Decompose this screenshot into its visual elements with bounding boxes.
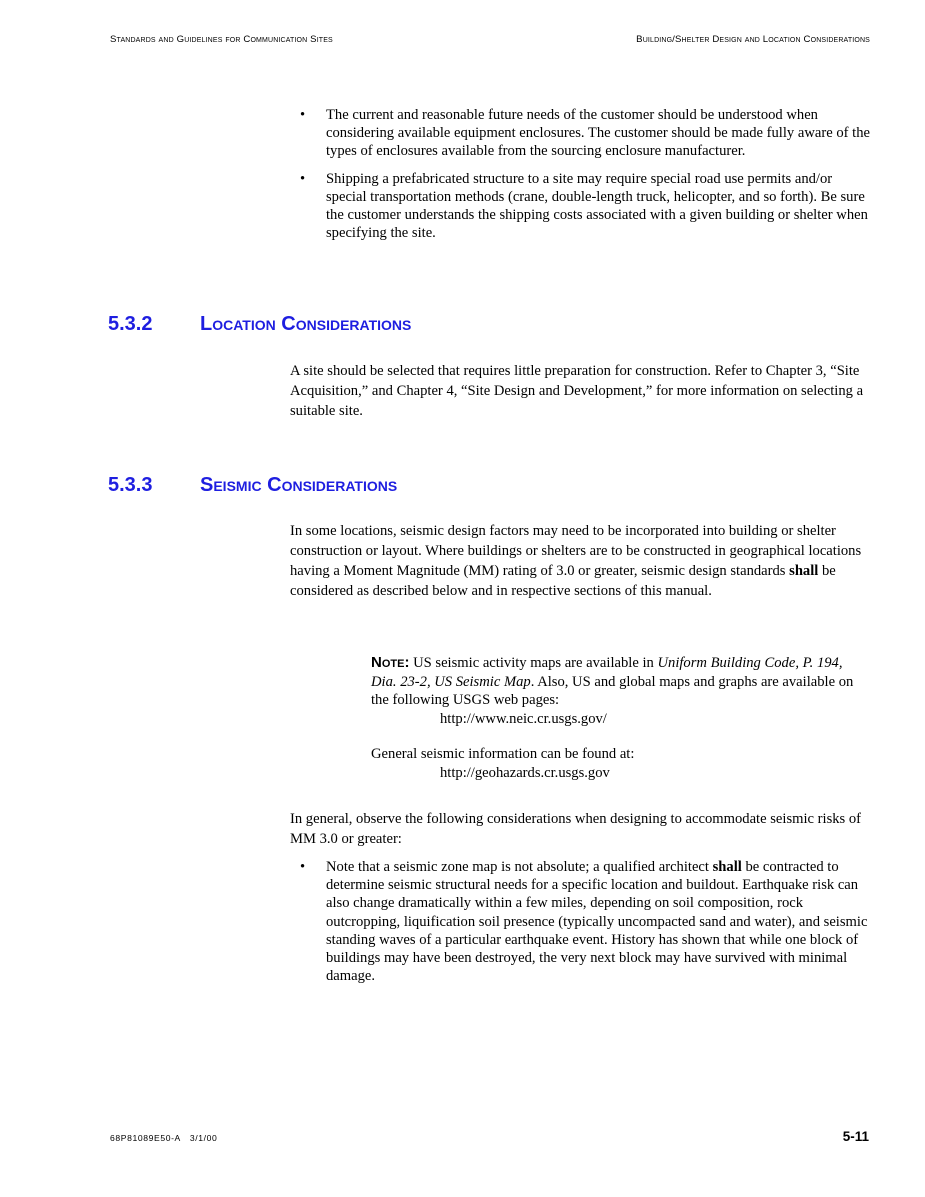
list-item-text: Shipping a prefabricated structure to a site may require special road use permits and/or special transportation methods (crane, double-length truck, helicopter, and so forth). Be sure the customer understands the shipping costs associated with a given building or shelter when specifying the site. bbox=[326, 170, 868, 242]
bullet-icon: • bbox=[300, 859, 306, 875]
section-title: Location Considerations bbox=[200, 313, 412, 335]
section-533-body: In some locations, seismic design factors may need to be incorporated into building or shelter construction or layout. Where buildings or shelters are to be constructed in geographical locations having a Moment Magnitude (MM) rating of 3.0 or greater, seismic design standards shall be considered as described below and in respective sections of this manual. bbox=[290, 523, 862, 599]
section-number: 5.3.3 bbox=[108, 474, 153, 496]
page-number: 5-11 bbox=[842, 1129, 869, 1144]
section-number: 5.3.2 bbox=[108, 313, 153, 335]
section-532-body: A site should be selected that requires little preparation for construction. Refer to Chapter 3, “Site Acquisition,” and Chapter 4, “Site Design and Development,” for more information on selecting a suitable site. bbox=[290, 363, 864, 419]
doc-date: 3/1/00 bbox=[189, 1133, 218, 1143]
list-item bbox=[296, 858, 876, 985]
note-general-text: General seismic information can be found at: bbox=[371, 746, 635, 762]
seismic-bullet-list bbox=[296, 858, 876, 994]
running-header-right: Building/Shelter Design and Location Considerations bbox=[636, 34, 870, 45]
bullet-icon: • bbox=[300, 170, 306, 187]
list-item-text: Note that a seismic zone map is not absolute; a qualified architect shall be contracted to determine seismic structural needs for a specific location and buildout. Earthquake risk can also change dramatically within a few miles, depending on soil composition, rock outcropping, liquification soil presence (typically uncompacted sand and water), and seismic standing waves of a particular earthquake event. History has shown that while one block of buildings may have been destroyed, the very next block may have survived with minimal damage. bbox=[326, 859, 868, 985]
list-item bbox=[296, 106, 876, 161]
general-considerations-para: In general, observe the following considerations when designing to accommodate seismic risks of MM 3.0 or greater: bbox=[290, 811, 862, 847]
emphasis-shall: shall bbox=[712, 859, 742, 875]
running-header-left: Standards and Guidelines for Communication Sites bbox=[110, 34, 333, 45]
section-title: Seismic Considerations bbox=[200, 474, 398, 496]
list-item-text: The current and reasonable future needs of the customer should be understood when considering available equipment enclosures. The customer should be made fully aware of the types of enclosures available from the sourcing enclosure manufacturer. bbox=[326, 107, 870, 160]
emphasis-shall: shall bbox=[789, 563, 819, 579]
bullet-icon: • bbox=[300, 107, 306, 123]
note-citation: Uniform Building Code, P. 194, Dia. 23-2, US Seismic Map bbox=[371, 655, 843, 690]
usgs-link-neic[interactable]: http://www.neic.cr.usgs.gov/ bbox=[440, 710, 607, 727]
note-block bbox=[371, 654, 871, 782]
footer-doc-info bbox=[110, 1133, 217, 1143]
list-item bbox=[296, 170, 876, 243]
doc-id: 68P81089E50-A bbox=[110, 1133, 181, 1143]
top-bullet-list bbox=[296, 106, 876, 251]
usgs-link-geohazards[interactable]: http://geohazards.cr.usgs.gov bbox=[440, 764, 610, 781]
note-paragraph: Note: US seismic activity maps are available in Uniform Building Code, P. 194, Dia. 23-2, US Seismic Map. Also, US and global maps and graphs are available on the following USGS web pages: bbox=[371, 654, 854, 708]
note-label: Note: bbox=[371, 654, 410, 671]
